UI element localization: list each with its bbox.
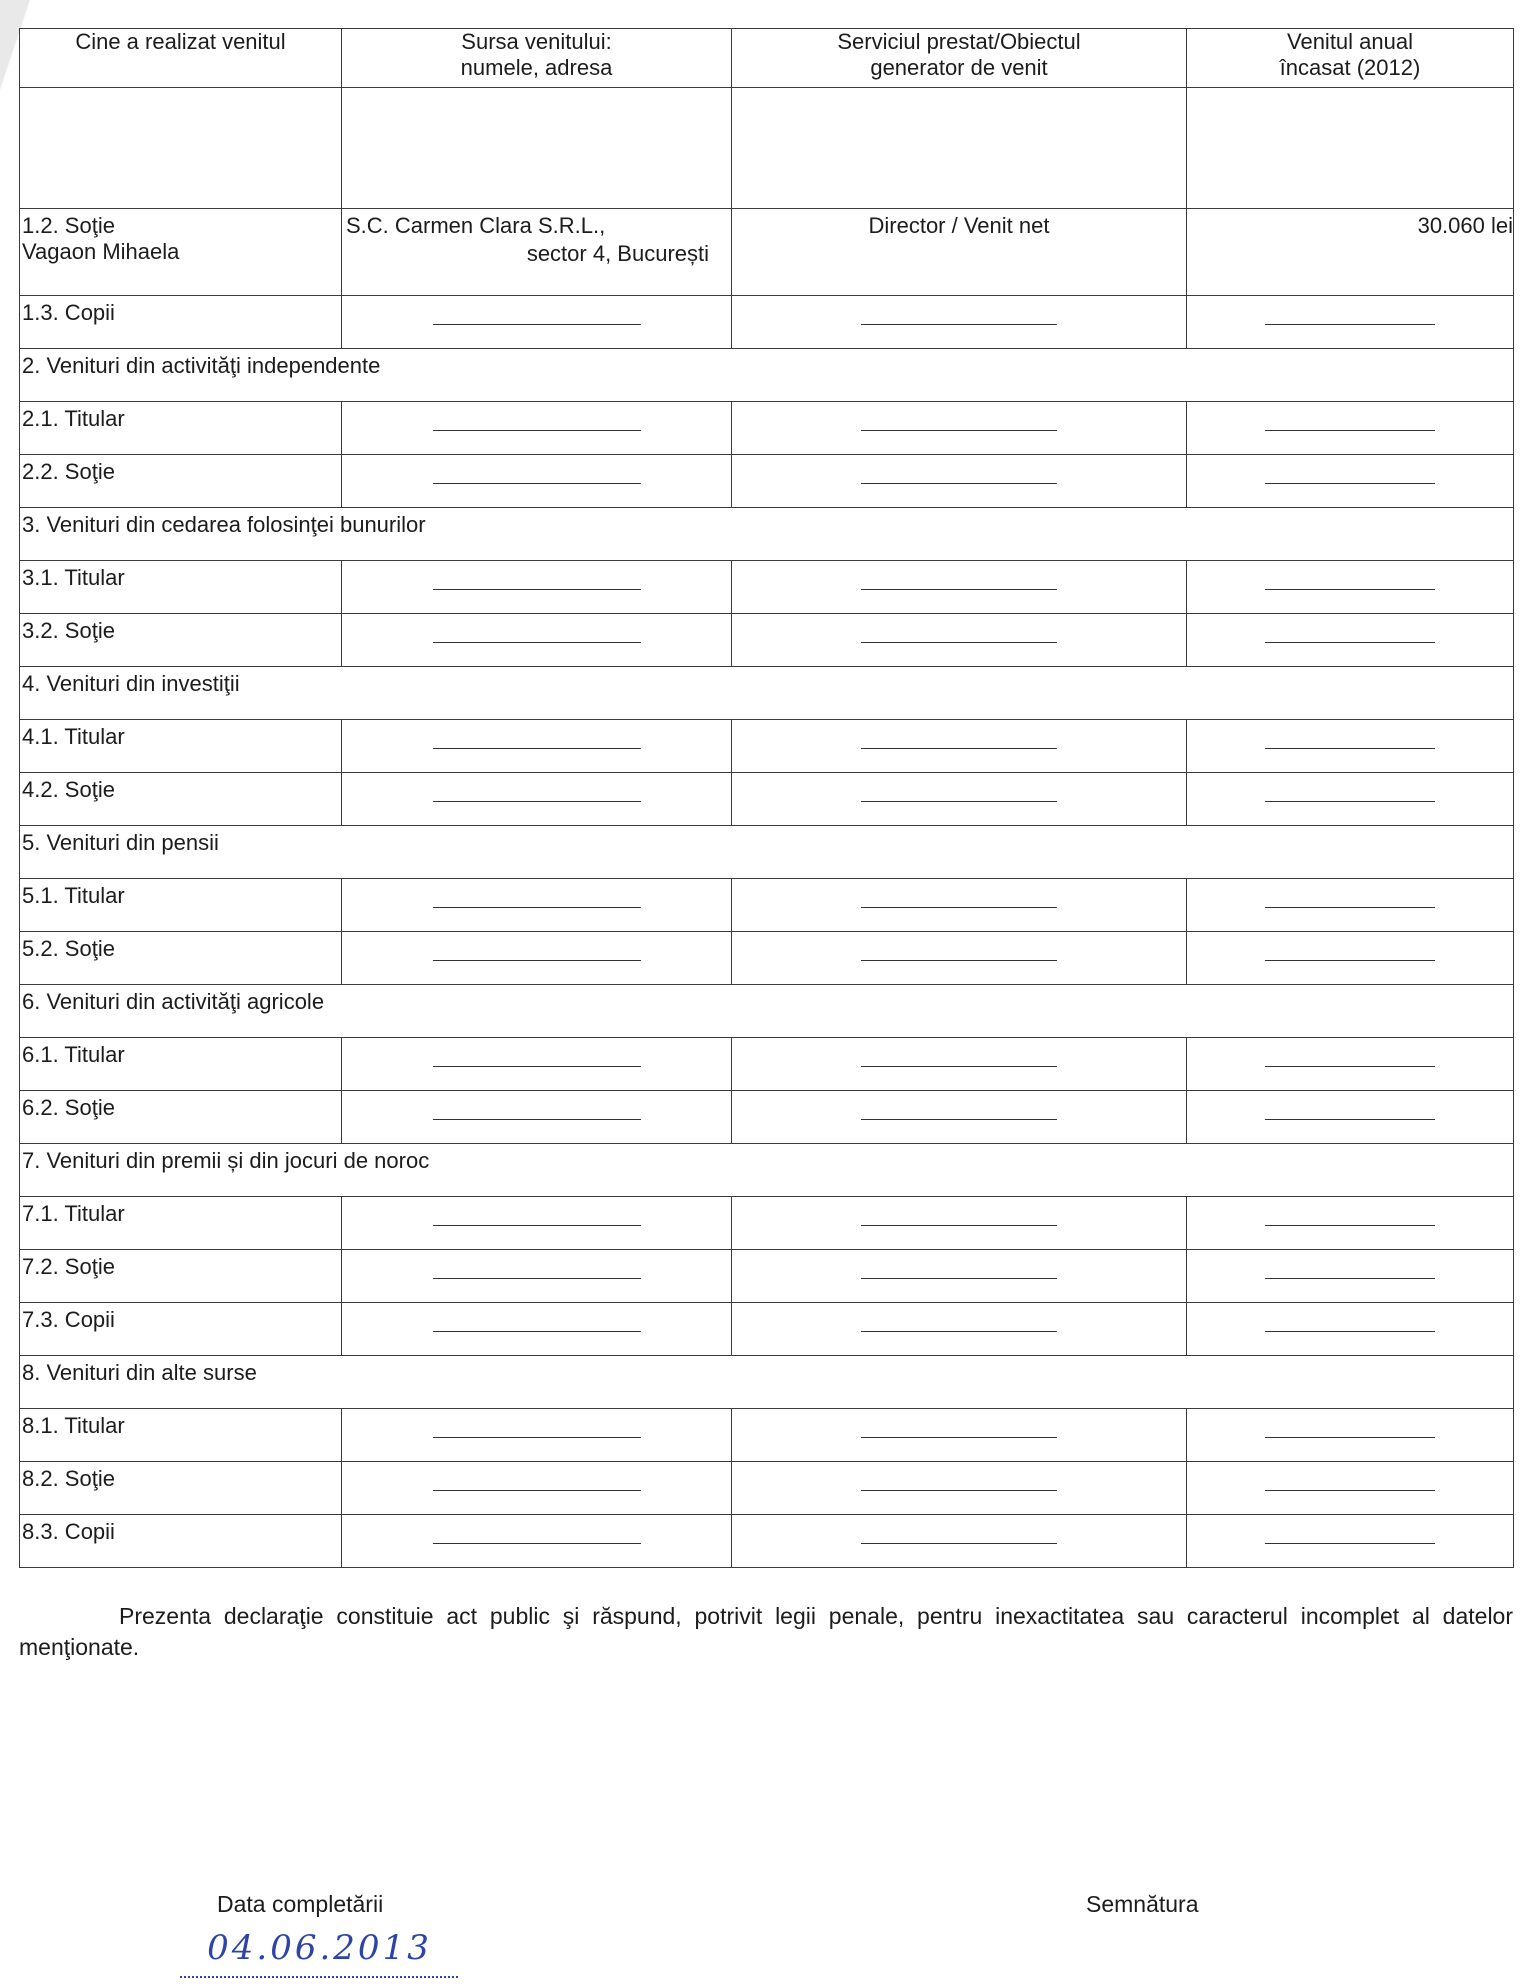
blank-line [433, 1490, 641, 1491]
cell [342, 1091, 732, 1144]
section-cell [20, 1356, 1514, 1409]
blank-line [861, 642, 1057, 643]
signature-label: Semnătura [1086, 1891, 1199, 1917]
section-title: 2. Venituri din activităţi independente [22, 353, 381, 378]
blank-line [433, 1437, 641, 1438]
table-row [20, 402, 1514, 455]
section-row [20, 826, 1514, 879]
blank-line [1265, 589, 1435, 590]
cell [1187, 720, 1514, 773]
blank-line [433, 1331, 641, 1332]
row-label: 8.1. Titular [22, 1413, 125, 1438]
cell [342, 1250, 732, 1303]
blank-line [433, 1543, 641, 1544]
row-label: 7.1. Titular [22, 1201, 125, 1226]
cell [342, 1515, 732, 1568]
cell [342, 1197, 732, 1250]
spouse-label-cell [20, 209, 342, 296]
cell [732, 1515, 1187, 1568]
section-title: 8. Venituri din alte surse [22, 1360, 257, 1385]
cell [732, 296, 1187, 349]
header-source-line1: Sursa venitului: [461, 29, 612, 54]
cell [732, 1462, 1187, 1515]
section-title: 3. Venituri din cedarea folosinţei bunurilor [22, 512, 426, 537]
blank-line [1265, 1331, 1435, 1332]
section-row [20, 1144, 1514, 1197]
blank-line [861, 1437, 1057, 1438]
header-service [732, 29, 1187, 88]
blank-line [1265, 907, 1435, 908]
spouse-source-name: S.C. Carmen Clara S.R.L., [346, 213, 606, 238]
table-row [20, 1462, 1514, 1515]
row-label-cell [20, 1091, 342, 1144]
cell [1187, 1515, 1514, 1568]
table-row [20, 296, 1514, 349]
blank-line [1265, 1278, 1435, 1279]
spouse-source-address: sector 4, București [526, 241, 709, 266]
blank-line [1265, 483, 1435, 484]
cell [732, 561, 1187, 614]
section-title: 6. Venituri din activităţi agricole [22, 989, 325, 1014]
blank-line [861, 1278, 1057, 1279]
cell [342, 88, 732, 209]
cell [1187, 932, 1514, 985]
section-cell [20, 667, 1514, 720]
blank-line [1265, 1490, 1435, 1491]
cell [732, 773, 1187, 826]
table-row [20, 561, 1514, 614]
table-row-spouse-income [20, 209, 1514, 296]
cell [1187, 879, 1514, 932]
section-row [20, 349, 1514, 402]
row-label-cell [20, 1303, 342, 1356]
row-label-cell [20, 296, 342, 349]
spouse-service-cell [732, 209, 1187, 296]
blank-line [1265, 324, 1435, 325]
table-row [20, 932, 1514, 985]
cell [342, 1409, 732, 1462]
cell [732, 879, 1187, 932]
header-who-label: Cine a realizat venitul [75, 29, 286, 54]
cell [342, 455, 732, 508]
section-row [20, 667, 1514, 720]
blank-line [433, 960, 641, 961]
blank-line [1265, 1543, 1435, 1544]
cell [1187, 88, 1514, 209]
row-label: 5.1. Titular [22, 883, 125, 908]
spouse-source-cell [342, 209, 732, 296]
blank-line [433, 1225, 641, 1226]
table-row [20, 1250, 1514, 1303]
cell [732, 1303, 1187, 1356]
blank-line [1265, 1225, 1435, 1226]
table-row [20, 1409, 1514, 1462]
row-label: 3.1. Titular [22, 565, 125, 590]
section-cell [20, 508, 1514, 561]
table-row-empty [20, 88, 1514, 209]
row-label: 5.2. Soţie [22, 936, 115, 961]
date-label: Data completării [217, 1891, 384, 1917]
blank-line [861, 907, 1057, 908]
blank-line [861, 801, 1057, 802]
blank-line [861, 1543, 1057, 1544]
row-label: 7.3. Copii [22, 1307, 115, 1332]
cell [342, 1303, 732, 1356]
table-row [20, 879, 1514, 932]
row-label: 4.2. Soţie [22, 777, 115, 802]
cell [1187, 402, 1514, 455]
blank-line [433, 1066, 641, 1067]
blank-line [433, 642, 641, 643]
table-header-row [20, 29, 1514, 88]
table-row [20, 1091, 1514, 1144]
header-service-line1: Serviciul prestat/Obiectul [837, 29, 1081, 54]
cell [342, 720, 732, 773]
cell [1187, 296, 1514, 349]
cell [732, 1197, 1187, 1250]
cell [732, 1250, 1187, 1303]
row-label: 4.1. Titular [22, 724, 125, 749]
section-title: 7. Venituri din premii și din jocuri de noroc [22, 1148, 430, 1173]
spouse-name: Vagaon Mihaela [22, 239, 180, 264]
cell [342, 614, 732, 667]
table-row [20, 614, 1514, 667]
row-label: 3.2. Soţie [22, 618, 115, 643]
blank-line [861, 324, 1057, 325]
row-label: 8.3. Copii [22, 1519, 115, 1544]
cell [342, 1038, 732, 1091]
header-service-line2: generator de venit [870, 55, 1048, 80]
blank-line [433, 801, 641, 802]
blank-line [433, 589, 641, 590]
cell [1187, 1303, 1514, 1356]
cell [1187, 1462, 1514, 1515]
income-table [19, 28, 1514, 1568]
header-income-line1: Venitul anual [1287, 29, 1413, 54]
cell [732, 932, 1187, 985]
blank-line [1265, 1119, 1435, 1120]
cell [1187, 561, 1514, 614]
row-label: 6.1. Titular [22, 1042, 125, 1067]
cell [732, 88, 1187, 209]
cell [342, 296, 732, 349]
cell [1187, 1091, 1514, 1144]
header-income [1187, 29, 1514, 88]
cell [20, 88, 342, 209]
header-source [342, 29, 732, 88]
row-label-cell [20, 1038, 342, 1091]
blank-line [1265, 1437, 1435, 1438]
row-label: 6.2. Soţie [22, 1095, 115, 1120]
section-row [20, 1356, 1514, 1409]
section-title: 4. Venituri din investiţii [22, 671, 240, 696]
cell [342, 402, 732, 455]
cell [1187, 455, 1514, 508]
blank-line [861, 1490, 1057, 1491]
table-row [20, 720, 1514, 773]
row-label-cell [20, 1515, 342, 1568]
cell [342, 561, 732, 614]
table-row [20, 455, 1514, 508]
section-cell [20, 826, 1514, 879]
header-income-line2: încasat (2012) [1279, 55, 1421, 80]
blank-line [433, 1119, 641, 1120]
blank-line [1265, 1066, 1435, 1067]
blank-line [433, 483, 641, 484]
blank-line [1265, 430, 1435, 431]
blank-line [1265, 748, 1435, 749]
cell [732, 402, 1187, 455]
row-label-cell [20, 455, 342, 508]
blank-line [861, 483, 1057, 484]
row-label-cell [20, 1197, 342, 1250]
section-cell [20, 985, 1514, 1038]
spouse-service: Director / Venit net [868, 213, 1050, 238]
blank-line [433, 324, 641, 325]
cell [342, 773, 732, 826]
row-label-cell [20, 1462, 342, 1515]
cell [732, 720, 1187, 773]
row-label: 1.3. Copii [22, 300, 115, 325]
spouse-amount-cell [1187, 209, 1514, 296]
blank-line [861, 1119, 1057, 1120]
row-label: 7.2. Soţie [22, 1254, 115, 1279]
row-label-cell [20, 720, 342, 773]
blank-line [861, 1225, 1057, 1226]
table-row [20, 1197, 1514, 1250]
row-label-cell [20, 402, 342, 455]
blank-line [1265, 642, 1435, 643]
cell [1187, 1038, 1514, 1091]
blank-line [861, 748, 1057, 749]
row-label-cell [20, 773, 342, 826]
spouse-amount: 30.060 lei [1417, 213, 1513, 238]
handwritten-date: 04.06.2013 [207, 1928, 432, 1968]
row-label-cell [20, 561, 342, 614]
cell [732, 1038, 1187, 1091]
table-row [20, 1515, 1514, 1568]
blank-line [433, 748, 641, 749]
row-label-cell [20, 1250, 342, 1303]
cell [732, 614, 1187, 667]
blank-line [433, 1278, 641, 1279]
table-row [20, 1303, 1514, 1356]
table-row [20, 773, 1514, 826]
section-cell [20, 349, 1514, 402]
section-title: 5. Venituri din pensii [22, 830, 219, 855]
row-label-cell [20, 932, 342, 985]
cell [732, 1409, 1187, 1462]
blank-line [1265, 960, 1435, 961]
row-label: 2.1. Titular [22, 406, 125, 431]
blank-line [1265, 801, 1435, 802]
cell [1187, 1250, 1514, 1303]
row-label: 8.2. Soţie [22, 1466, 115, 1491]
blank-line [861, 589, 1057, 590]
blank-line [861, 1066, 1057, 1067]
header-who [20, 29, 342, 88]
section-row [20, 508, 1514, 561]
blank-line [861, 430, 1057, 431]
blank-line [861, 960, 1057, 961]
cell [1187, 773, 1514, 826]
blank-line [861, 1331, 1057, 1332]
cell [1187, 1409, 1514, 1462]
spouse-label: 1.2. Soţie [22, 213, 115, 238]
cell [732, 455, 1187, 508]
section-row [20, 985, 1514, 1038]
cell [342, 879, 732, 932]
date-dotted-line [180, 1976, 458, 1978]
declaration-statement: Prezenta declaraţie constituie act public şi răspund, potrivit legii penale, pentru inexactitatea sau caracterul incomplet al datelor menţionate. [19, 1603, 1513, 1660]
row-label-cell [20, 879, 342, 932]
cell [342, 932, 732, 985]
blank-line [433, 430, 641, 431]
blank-line [433, 907, 641, 908]
header-source-line2: numele, adresa [460, 55, 613, 80]
cell [1187, 1197, 1514, 1250]
cell [342, 1462, 732, 1515]
cell [732, 1091, 1187, 1144]
cell [1187, 614, 1514, 667]
row-label: 2.2. Soţie [22, 459, 115, 484]
section-cell [20, 1144, 1514, 1197]
row-label-cell [20, 614, 342, 667]
row-label-cell [20, 1409, 342, 1462]
table-row [20, 1038, 1514, 1091]
